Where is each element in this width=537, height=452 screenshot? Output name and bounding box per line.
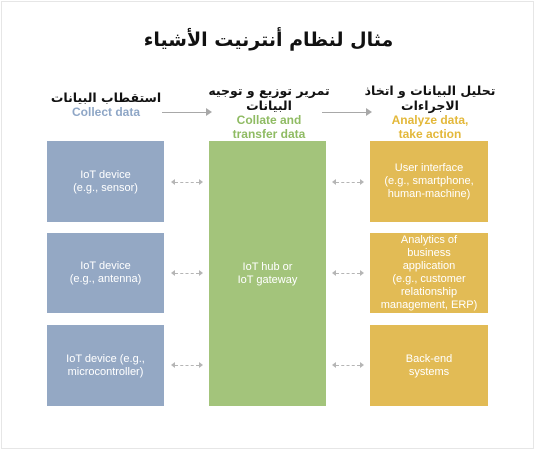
column-header-collect — [48, 90, 164, 119]
diagram-title: مثال لنظام أنترنيت الأشياء — [143, 29, 394, 51]
link-arrow-hub-analytics — [332, 270, 364, 277]
column-header-analyze — [357, 83, 503, 141]
action-box-back-end: Back-end systems — [370, 325, 488, 406]
device-box-sensor: IoT device (e.g., sensor) — [47, 141, 164, 222]
device-box-microcontroller: IoT device (e.g., microcontroller) — [47, 325, 164, 406]
link-arrow-hub-back-end — [332, 362, 364, 369]
action-box-analytics: Analytics of business application (e.g., customer relationship management, ERP) — [370, 233, 488, 313]
column-header-collate — [199, 83, 339, 141]
hub-box: IoT hub or IoT gateway — [209, 141, 326, 406]
link-arrow-hub-user-interface — [332, 179, 364, 186]
flow-arrow-collate-to-analyze — [322, 108, 372, 116]
column-header-collect-en: Collect data — [71, 105, 140, 119]
column-header-collate-ar: تمرير توزيع و توجيه البيانات — [208, 83, 330, 113]
column-header-collect-ar: استقطاب البيانات — [50, 90, 162, 105]
column-header-analyze-en: Analyze data, take action — [391, 113, 469, 141]
link-arrow-antenna-hub — [171, 270, 203, 277]
flow-arrow-collect-to-collate — [162, 108, 212, 116]
column-header-analyze-ar: تحليل البيانات و اتخاذ الاجراءات — [364, 83, 496, 113]
column-header-collate-en: Collate and transfer data — [232, 113, 306, 141]
link-arrow-sensor-hub — [171, 179, 203, 186]
link-arrow-microcontroller-hub — [171, 362, 203, 369]
device-box-antenna: IoT device (e.g., antenna) — [47, 233, 164, 313]
action-box-user-interface: User interface (e.g., smartphone, human-machine) — [370, 141, 488, 222]
